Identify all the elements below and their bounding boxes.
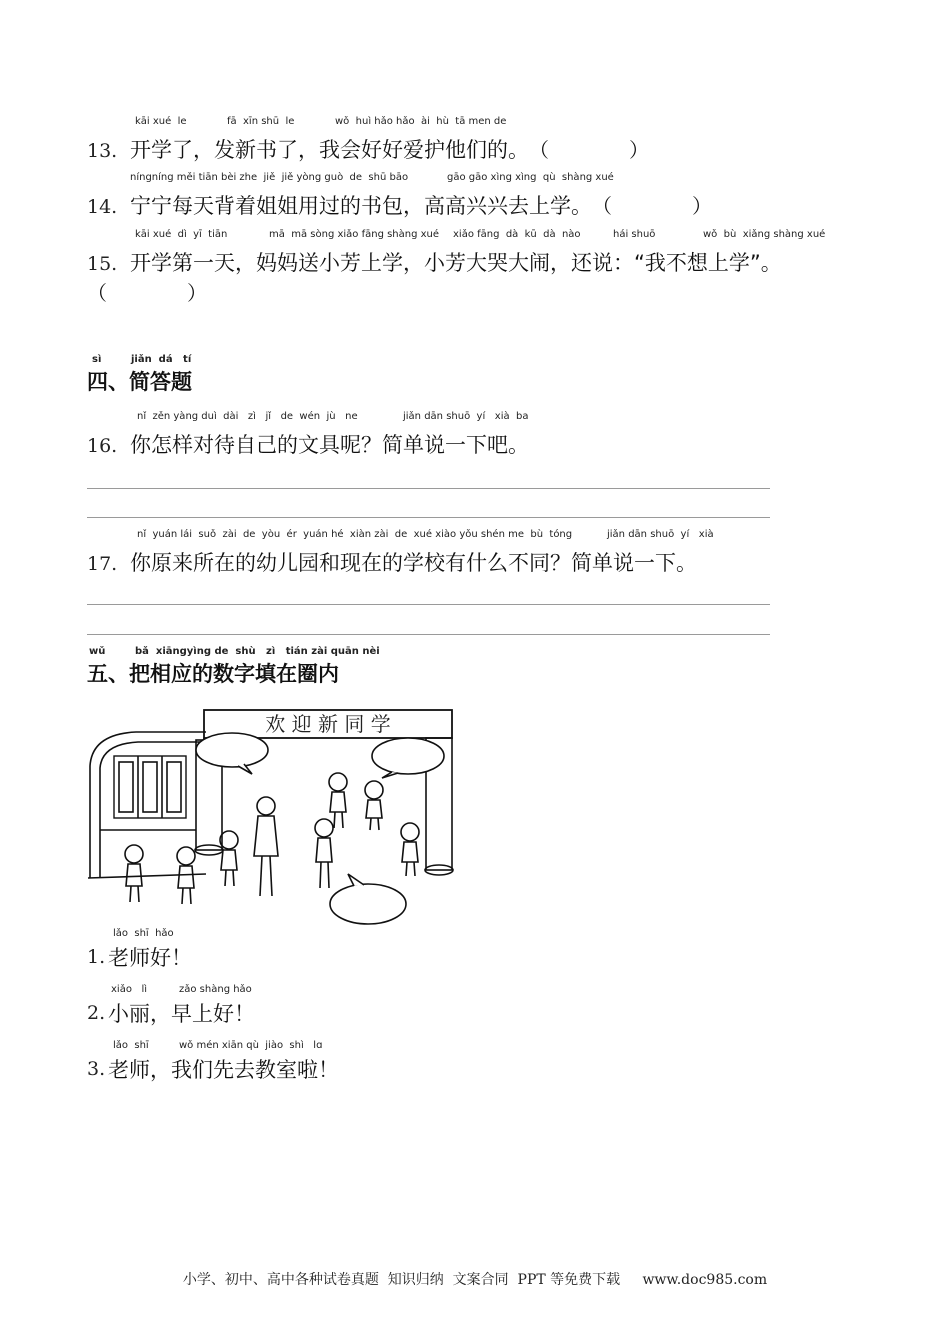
question-13: [87, 116, 847, 164]
question-17: [87, 529, 847, 577]
question-text: 开学了，发新书了，我会好好爱护他们的。: [130, 138, 529, 162]
pinyin: jiǎn dān shuō yí xià ba: [403, 411, 529, 422]
welcome-illustration: [86, 706, 466, 926]
phrase-number: 2.: [87, 1002, 106, 1024]
pinyin: bǎ xiāngyìng de shù zì tián zài quān nèi: [135, 646, 380, 657]
pinyin: wǔ: [89, 646, 106, 657]
banner-text: 欢 迎 新 同 学: [265, 712, 391, 736]
question-14: [87, 172, 847, 220]
answer-line[interactable]: [87, 604, 770, 605]
section-five-heading: [87, 646, 407, 688]
question-text: 你怎样对待自己的文具呢？简单说一下吧。: [130, 433, 529, 457]
question-number: 16.: [87, 435, 118, 457]
pinyin: lǎo shī hǎo: [113, 928, 174, 939]
pinyin: nǐ yuán lái suǒ zài de yòu ér yuán hé xiàn zài de xué xiào yǒu shén me bù tóng: [137, 529, 573, 540]
footer-note: 小学、初中、高中各种试卷真题 知识归纳 文案合同 PPT 等免费下载 www.doc985.com: [182, 1272, 768, 1288]
question-number: 14.: [87, 196, 118, 218]
pinyin: jiǎn dá tí: [131, 354, 192, 365]
pinyin: lǎo shī: [113, 1040, 149, 1051]
question-number: 15.: [87, 253, 118, 275]
section-title: 四、简答题: [87, 370, 192, 394]
pinyin: sì: [92, 354, 102, 365]
question-number: 17.: [87, 553, 118, 575]
phrase-text: 小丽，早上好！: [108, 1002, 255, 1026]
phrase-text: 老师好！: [108, 946, 192, 970]
pinyin: fā xīn shū le: [227, 116, 295, 127]
section-title: 五、把相应的数字填在圈内: [87, 662, 339, 686]
pinyin: nǐ zěn yàng duì dài zì jǐ de wén jù ne: [137, 411, 358, 422]
phrase-text: 老师，我们先去教室啦！: [108, 1058, 339, 1082]
question-15-bracket-line: [87, 275, 287, 307]
question-16: [87, 411, 847, 459]
pinyin: xiǎo lì: [111, 984, 148, 995]
phrase-2: [87, 984, 387, 1030]
answer-bracket[interactable]: （ ）: [529, 138, 649, 162]
pinyin: wǒ bù xiǎng shàng xué: [703, 229, 826, 240]
pinyin: hái shuō: [613, 229, 656, 240]
question-15: [87, 229, 887, 277]
pinyin: níngníng měi tiān bèi zhe jiě jiě yòng guò de shū bāo: [130, 172, 409, 183]
pinyin: gāo gāo xìng xìng qù shàng xué: [447, 172, 614, 183]
pinyin: zǎo shàng hǎo: [179, 984, 252, 995]
pinyin: jiǎn dān shuō yí xià: [607, 529, 714, 540]
question-text: 你原来所在的幼儿园和现在的学校有什么不同？简单说一下。: [130, 551, 697, 575]
pinyin: mā mā sòng xiǎo fāng shàng xué: [269, 229, 440, 240]
question-number: 13.: [87, 140, 118, 162]
answer-bracket[interactable]: （ ）: [592, 194, 712, 218]
answer-bracket[interactable]: （ ）: [87, 281, 207, 305]
phrase-number: 1.: [87, 946, 106, 968]
phrase-1: [87, 928, 387, 974]
phrase-number: 3.: [87, 1058, 106, 1080]
answer-line[interactable]: [87, 517, 770, 518]
pinyin: kāi xué dì yī tiān: [135, 229, 228, 240]
pinyin: wǒ huì hǎo hǎo ài hù tā men de: [335, 116, 507, 127]
section-four-heading: [87, 354, 287, 396]
pinyin: wǒ mén xiān qù jiào shì lɑ: [179, 1040, 323, 1051]
answer-line[interactable]: [87, 634, 770, 635]
answer-line[interactable]: [87, 488, 770, 489]
phrase-3: [87, 1040, 407, 1086]
question-text: 开学第一天，妈妈送小芳上学，小芳大哭大闹，还说：“我不想上学”。: [130, 251, 782, 275]
pinyin: kāi xué le: [135, 116, 187, 127]
pinyin: xiǎo fāng dà kū dà nào: [453, 229, 581, 240]
question-text: 宁宁每天背着姐姐用过的书包，高高兴兴去上学。: [130, 194, 592, 218]
